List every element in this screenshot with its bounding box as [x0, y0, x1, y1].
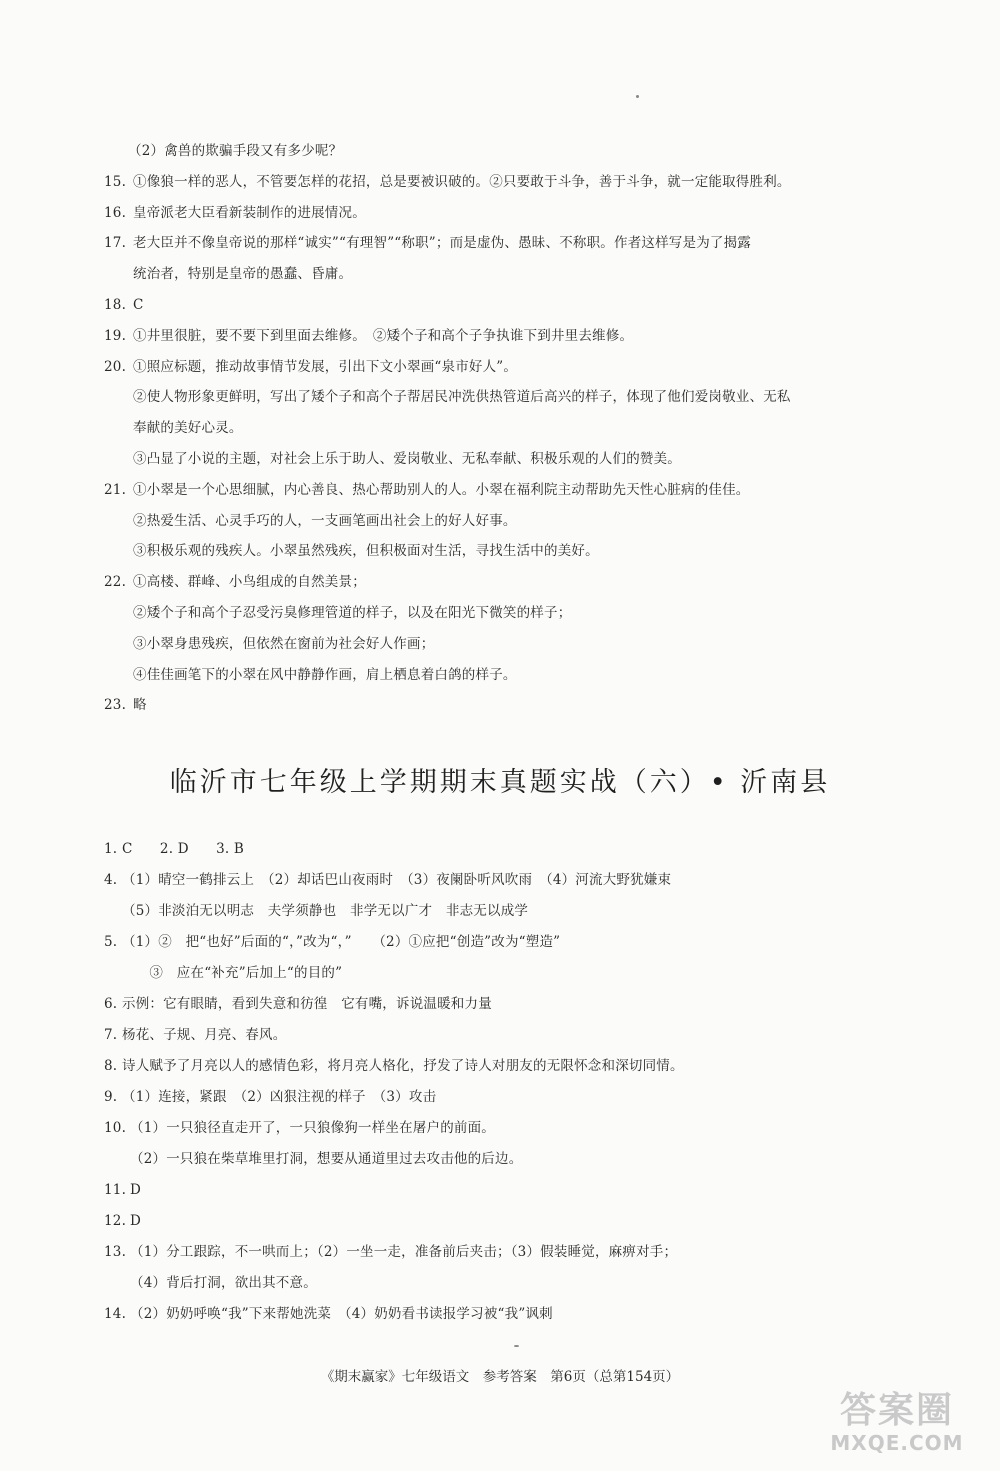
- answer-text: （4）背后打洞，欲出其不意。: [130, 1275, 317, 1291]
- question-number: 7.: [104, 1027, 118, 1043]
- question-number: 13.: [104, 1244, 127, 1260]
- answer-text: 杨花、子规、月亮、春风。: [122, 1027, 287, 1043]
- answer-text: D: [130, 1182, 142, 1198]
- answer-text: ④佳佳画笔下的小翠在风中静静作画，肩上栖息着白鸽的样子。: [133, 666, 517, 683]
- question-number: 14.: [104, 1306, 127, 1322]
- answer-text: C: [133, 297, 144, 313]
- question-number: 5.: [104, 934, 118, 950]
- question-number: 16.: [104, 204, 127, 221]
- answer-text: ①井里很脏，要不要下到里面去维修。 ②矮个子和高个子争执谁下到井里去维修。: [133, 327, 634, 344]
- question-number: 15.: [104, 173, 127, 190]
- watermark-logo: [822, 1391, 972, 1461]
- answer-text: （5）非淡泊无以明志 夫学须静也 非学无以广才 非志无以成学: [122, 903, 529, 919]
- scan-speck: [514, 1345, 519, 1347]
- answer-text: ③凸显了小说的主题，对社会上乐于助人、爱岗敬业、无私奉献、积极乐观的人们的赞美。: [133, 451, 681, 467]
- question-number: 18.: [104, 297, 127, 313]
- question-number: 10.: [104, 1120, 127, 1136]
- question-number: 19.: [104, 327, 127, 344]
- question-number: 17.: [104, 235, 127, 252]
- answer-text: C 2. D 3. B: [122, 841, 245, 857]
- answer-text: 老大臣并不像皇帝说的那样“诚实”“有理智”“称职”；而是虚伪、愚昧、不称职。作者这样写是为了揭露: [133, 235, 752, 252]
- question-number: 12.: [104, 1213, 127, 1229]
- answer-text: 皇帝派老大臣看新装制作的进展情况。: [133, 204, 366, 221]
- answer-text: ①高楼、群峰、小鸟组成的自然美景；: [133, 574, 366, 591]
- page-footer: 《期末赢家》七年级语文 参考答案 第6页（总第154页）: [320, 1369, 680, 1385]
- question-number: 22.: [104, 574, 127, 591]
- answer-text: （1）连接，紧跟 （2）凶狠注视的样子 （3）攻击: [122, 1089, 437, 1105]
- answer-text: 示例：它有眼睛，看到失意和彷徨 它有嘴，诉说温暖和力量: [122, 996, 492, 1012]
- answer-text: ①小翠是一个心思细腻，内心善良、热心帮助别人的人。小翠在福利院主动帮助先天性心脏病的佳佳。: [133, 481, 750, 498]
- answer-text: ①照应标题，推动故事情节发展，引出下文小翠画“泉市好人”。: [133, 358, 518, 375]
- answer-text: 奉献的美好心灵。: [133, 420, 243, 437]
- question-number: 21.: [104, 481, 127, 498]
- exam-section-title: 临沂市七年级上学期期末真题实战（六）• 沂南县: [169, 767, 831, 798]
- answer-text: （1）一只狼径直走开了，一只狼像狗一样坐在屠户的前面。: [130, 1120, 495, 1136]
- question-number: 20.: [104, 358, 127, 375]
- watermark-main-text: 答案圈: [839, 1390, 954, 1431]
- answer-text: （2）禽兽的欺骗手段又有多少呢？: [128, 143, 343, 159]
- question-number: 8.: [104, 1058, 118, 1074]
- answer-text: ①像狼一样的恶人，不管要怎样的花招，总是要被识破的。②只要敢于斗争，善于斗争，就一定能取得胜利。: [133, 173, 791, 190]
- answer-text: ②使人物形象更鲜明，写出了矮个子和高个子帮居民冲洗供热管道后高兴的样子，体现了他们爱岗敬业、无私: [133, 389, 791, 406]
- answer-text: 诗人赋予了月亮以人的感情色彩，将月亮人格化，抒发了诗人对朋友的无限怀念和深切同情。: [122, 1058, 684, 1074]
- watermark-url-text: MXQE.COM: [830, 1431, 964, 1455]
- answer-text: 略: [133, 697, 147, 714]
- answer-text: 统治者，特别是皇帝的愚蠢、昏庸。: [133, 266, 353, 283]
- answer-text: （1）晴空一鹤排云上 （2）却话巴山夜雨时 （3）夜阑卧听风吹雨 （4）河流大野犹嫌束: [122, 872, 672, 888]
- answer-text: ②热爱生活、心灵手巧的人，一支画笔画出社会上的好人好事。: [133, 512, 517, 529]
- answer-text: ③ 应在“补充”后加上“的目的”: [122, 965, 343, 981]
- answer-text: ②矮个子和高个子忍受污臭修理管道的样子，以及在阳光下微笑的样子；: [133, 605, 572, 621]
- answer-text: （1）② 把“也好”后面的“，”改为“，” （2）①应把“创造”改为“塑造”: [122, 934, 561, 950]
- question-number: 6.: [104, 996, 118, 1012]
- question-number: 9.: [104, 1089, 118, 1105]
- question-number: 23.: [104, 697, 127, 714]
- question-number: 1.: [104, 841, 118, 857]
- answer-text: （2）一只狼在柴草堆里打洞，想要从通道里过去攻击他的后边。: [130, 1151, 523, 1167]
- answer-text: D: [130, 1213, 142, 1229]
- answer-text: ③积极乐观的残疾人。小翠虽然残疾，但积极面对生活，寻找生活中的美好。: [133, 543, 599, 560]
- answer-text: ③小翠身患残疾，但依然在窗前为社会好人作画；: [133, 635, 435, 652]
- scan-speck: [636, 95, 639, 98]
- question-number: 11.: [104, 1182, 127, 1198]
- question-number: 4.: [104, 872, 118, 888]
- answer-text: （2）奶奶呼唤“我”下来帮她洗菜 （4）奶奶看书读报学习被“我”讽刺: [130, 1306, 553, 1322]
- answer-text: （1）分工跟踪，不一哄而上；（2）一坐一走，准备前后夹击；（3）假装睡觉，麻痹对手；: [130, 1244, 678, 1260]
